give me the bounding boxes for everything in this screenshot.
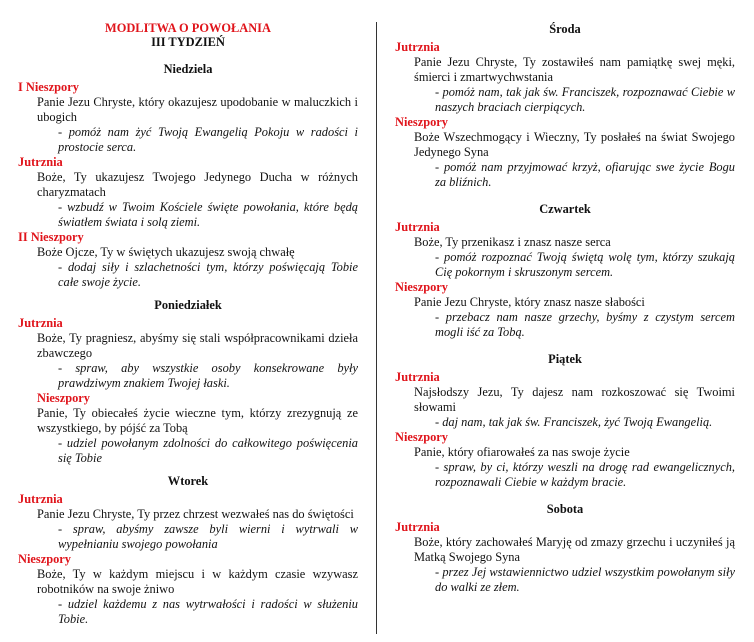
hour-label: Nieszpory (395, 430, 448, 444)
petition-text: - pomóż nam, tak jak św. Franciszek, rozpoznawać Ciebie w naszych braciach cierpiących. (435, 85, 735, 114)
prayer-text: Panie, który ofiarowałeś za nas swoje życie (414, 445, 630, 459)
petition-text: - pomóż nam przyjmować krzyż, ofiarując swe życie Bogu za bliźnich. (435, 160, 735, 189)
prayer-text: Panie, Ty obiecałeś życie wieczne tym, którzy zrezygnują ze wszystkiego, by pójść za Tobą (37, 406, 358, 435)
hour-label: Jutrznia (18, 155, 63, 169)
petition-text: - pomóż rozpoznać Twoją świętą wolę tym, którzy szukają Cię pokornym i skruszonym sercem. (435, 250, 735, 279)
hour-label: Nieszpory (395, 115, 448, 129)
document-title: MODLITWA O POWOŁANIA (105, 21, 271, 35)
day-heading-czwartek: Czwartek (539, 202, 591, 216)
day-heading-sroda: Środa (549, 22, 581, 36)
day-heading-wtorek: Wtorek (167, 474, 209, 488)
hour-label: Jutrznia (18, 492, 63, 506)
hour-label: Jutrznia (395, 370, 440, 384)
petition-text: - daj nam, tak jak św. Franciszek, żyć Twoją Ewangelią. (435, 415, 713, 429)
prayer-text: Boże, Ty w każdym miejscu i w każdym czasie wzywasz robotników na swoje żniwo (37, 567, 358, 596)
petition-text: - spraw, by ci, którzy weszli na drogę rad ewangelicznych, rozpoznawali Ciebie w każdym bracie. (435, 460, 735, 489)
hour-label: Jutrznia (18, 316, 63, 330)
petition-text: - wzbudź w Twoim Kościele święte powołania, które będą światłem świata i solą ziemi. (58, 200, 358, 229)
day-heading-piatek: Piątek (548, 352, 582, 366)
prayer-text: Panie Jezu Chryste, Ty zostawiłeś nam pamiątkę swej męki, śmierci i zmartwychwstania (414, 55, 735, 84)
petition-text: - spraw, aby wszystkie osoby konsekrowane były prawdziwym znakiem Twojej łaski. (58, 361, 358, 390)
hour-label: II Nieszpory (18, 230, 84, 244)
prayer-text: Panie Jezu Chryste, który okazujesz upodobanie w maluczkich i ubogich (37, 95, 358, 124)
column-divider (376, 22, 377, 634)
petition-text: - spraw, abyśmy zawsze byli wierni i wytrwali w wypełnianiu swojego powołania (58, 522, 358, 551)
day-heading-niedziela: Niedziela (163, 62, 213, 76)
petition-text: - przez Jej wstawiennictwo udziel wszystkim powołanym siły do walki ze złem. (435, 565, 735, 594)
petition-text: - pomóż nam żyć Twoją Ewangelią Pokoju w radości i prostocie serca. (58, 125, 358, 154)
right-column (395, 22, 735, 595)
left-column (18, 22, 358, 627)
hour-label: Nieszpory (37, 391, 90, 405)
petition-text: - przebacz nam nasze grzechy, byśmy z czystym sercem mogli iść za Tobą. (435, 310, 735, 339)
prayer-text: Boże, Ty przenikasz i znasz nasze serca (414, 235, 611, 249)
prayer-text: Najsłodszy Jezu, Ty dajesz nam rozkoszować się Twoimi słowami (414, 385, 735, 414)
prayer-text: Panie Jezu Chryste, który znasz nasze słabości (414, 295, 645, 309)
prayer-text: Boże, który zachowałeś Maryję od zmazy grzechu i uczyniłeś ją Matką Swojego Syna (414, 535, 735, 564)
day-heading-sobota: Sobota (546, 502, 584, 516)
hour-label: Nieszpory (18, 552, 71, 566)
prayer-text: Boże, Ty ukazujesz Twojego Jedynego Ducha w różnych charyzmatach (37, 170, 358, 199)
hour-label: Nieszpory (395, 280, 448, 294)
prayer-text: Boże Ojcze, Ty w świętych ukazujesz swoją chwałę (37, 245, 295, 259)
prayer-text: Boże Wszechmogący i Wieczny, Ty posłałeś na świat Swojego Jedynego Syna (414, 130, 735, 159)
prayer-text: Panie Jezu Chryste, Ty przez chrzest wezwałeś nas do świętości (37, 507, 354, 521)
petition-text: - dodaj siły i szlachetności tym, którzy poświęcają Tobie całe swoje życie. (58, 260, 358, 289)
prayer-text: Boże, Ty pragniesz, abyśmy się stali współpracownikami dzieła zbawczego (37, 331, 358, 360)
hour-label: Jutrznia (395, 220, 440, 234)
day-heading-poniedzialek: Poniedziałek (154, 298, 222, 312)
hour-label: Jutrznia (395, 40, 440, 54)
hour-label: I Nieszpory (18, 80, 79, 94)
week-label: III TYDZIEŃ (151, 34, 225, 49)
hour-label: Jutrznia (395, 520, 440, 534)
petition-text: - udziel powołanym zdolności do całkowitego poświęcenia się Tobie (58, 436, 358, 465)
petition-text: - udziel każdemu z nas wytrwałości i radości w służeniu Tobie. (58, 597, 358, 626)
